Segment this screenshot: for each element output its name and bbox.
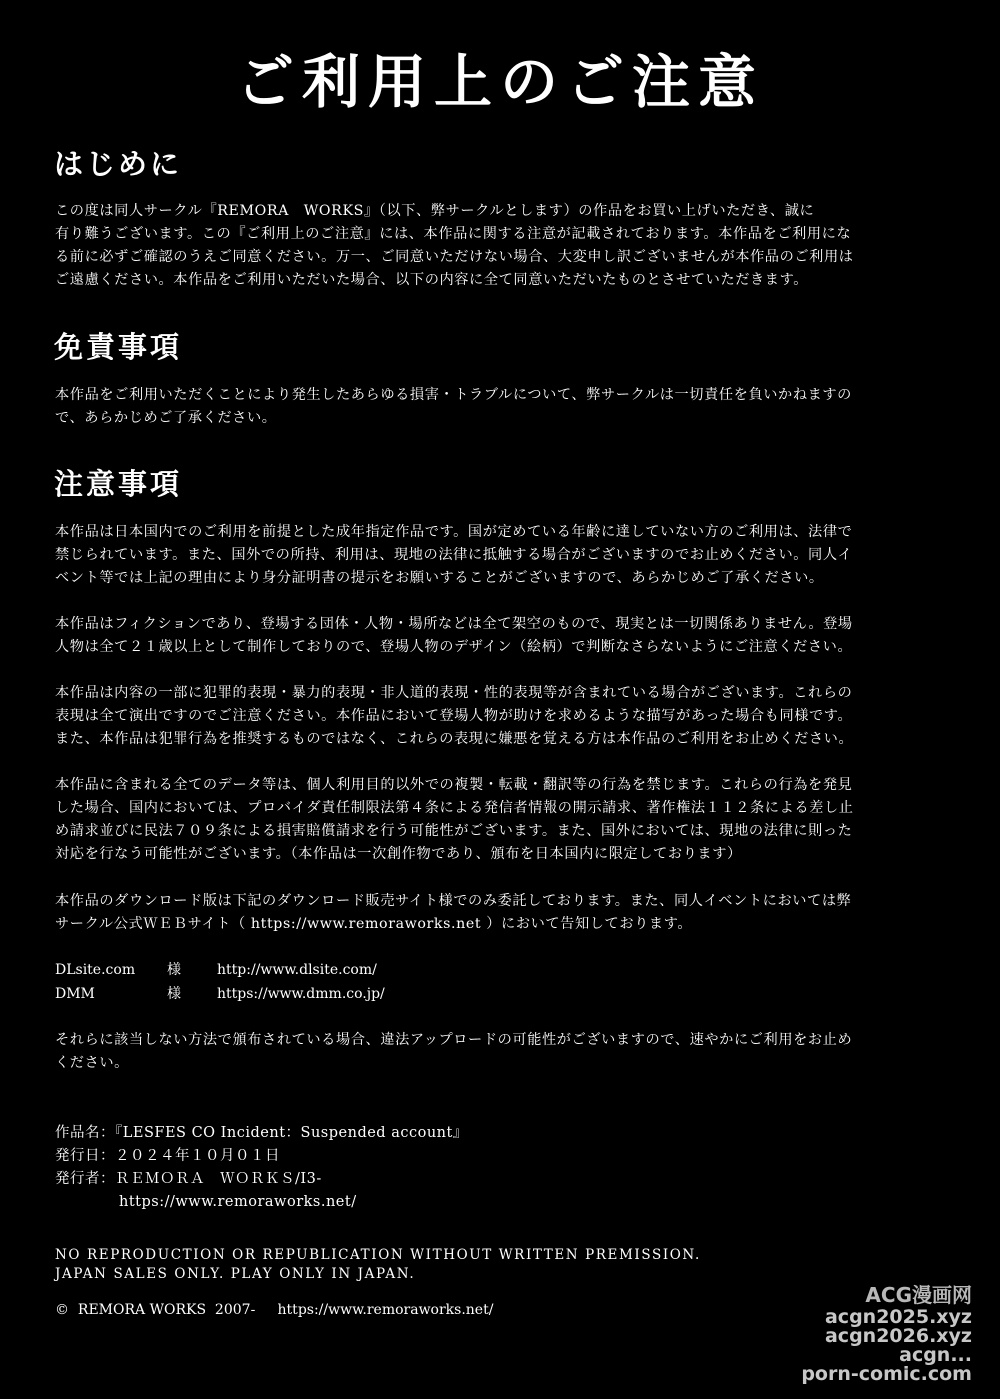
watermark-line: porn-comic.com xyxy=(801,1363,972,1385)
watermark-logo: ACG漫画网 xyxy=(865,1283,972,1307)
text-line: 対応を行なう可能性がございます。（本作品は一次創作物であり、頒布を日本国内に限定しております） xyxy=(55,846,742,862)
notice-line-2: JAPAN SALES ONLY. PLAY ONLY IN JAPAN. xyxy=(55,1266,416,1282)
credit-work-title: 作品名：『LESFES CO Incident：Suspended account』 xyxy=(55,1125,468,1141)
text-line: ください。 xyxy=(55,1055,129,1071)
text-line: 本作品は内容の一部に犯罪的表現・暴力的表現・非人道的表現・性的表現等が含まれている場合がございます。これらの xyxy=(55,685,853,701)
text-line: で、あらかじめご了承ください。 xyxy=(55,410,277,426)
notes-paragraph-3 xyxy=(55,682,947,751)
notes-paragraph-5 xyxy=(55,890,947,936)
disclaimer-heading: 免責事項 xyxy=(54,330,183,364)
text-line: 本作品をご利用いただくことにより発生したあらゆる損害・トラブルについて、弊サークルは一切責任を負いかねますの xyxy=(55,387,852,403)
intro-heading: はじめに xyxy=(54,147,183,181)
store-url[interactable]: http://www.dlsite.com/ xyxy=(217,962,377,978)
text-line: ベント等では上記の理由により身分証明書の提示をお願いすることがございますので、あらかじめご了承ください。 xyxy=(55,570,824,586)
text-line: 本作品のダウンロード版は下記のダウンロード販売サイト様でのみ委託しております。また、同人イベントにおいては弊 xyxy=(55,893,852,909)
text-line: め請求並びに民法７０９条による損害賠償請求を行う可能性がございます。また、国外においては、現地の法律に則った xyxy=(55,823,853,839)
text-line: サークル公式ＷＥＢサイト（ https://www.remoraworks.net ）において告知しております。 xyxy=(55,916,693,932)
text-line: また、本作品は犯罪行為を推奨するものではなく、これらの表現に嫌悪を覚える方は本作品のご利用をお止めください。 xyxy=(55,731,854,747)
text-line: る前に必ずご確認のうえご同意ください。万一、ご同意いただけない場合、大変申し訳ございませんが本作品のご利用は xyxy=(55,249,854,265)
text-line: 本作品はフィクションであり、登場する団体・人物・場所などは全て架空のもので、現実とは一切関係ありません。登場 xyxy=(55,616,853,632)
notes-paragraph-2 xyxy=(55,613,947,659)
text-line: それらに該当しない方法で頒布されている場合、違法アップロードの可能性がございますので、速やかにご利用をお止め xyxy=(55,1032,853,1048)
page-title: ご利用上のご注意 xyxy=(235,48,764,116)
watermark-line: acgn... xyxy=(899,1344,972,1366)
text-line: 表現は全て演出ですのでご注意ください。本作品において登場人物が助けを求めるような描写があった場合も同様です。 xyxy=(55,708,853,724)
copyright: © REMORA WORKS 2007- https://www.remoraworks.net/ xyxy=(55,1302,494,1318)
watermark-line: acgn2026.xyz xyxy=(824,1325,972,1347)
notes-heading: 注意事項 xyxy=(54,467,183,501)
disclaimer-paragraph xyxy=(55,384,947,430)
text-line: 有り難うございます。この『ご利用上のご注意』には、本作品に関する注意が記載されております。本作品をご利用にな xyxy=(55,226,852,242)
credit-publisher-url[interactable]: https://www.remoraworks.net/ xyxy=(119,1194,357,1210)
store-name: DLsite.com xyxy=(55,962,136,978)
watermark xyxy=(801,1283,972,1385)
text-line: 禁じられています。また、国外での所持、利用は、現地の法律に抵触する場合がございますのでお止めください。同人イ xyxy=(55,547,853,563)
store-honorific: 様 xyxy=(167,986,181,1002)
notes-paragraph-6 xyxy=(55,1029,947,1075)
watermark-line: acgn2025.xyz xyxy=(824,1306,972,1328)
store-url[interactable]: https://www.dmm.co.jp/ xyxy=(217,986,385,1002)
credit-publisher: 発行者：ＲＥＭＯＲＡ ＷＯＲＫＳ/I3- xyxy=(55,1171,322,1187)
notes-paragraph-4 xyxy=(55,774,947,866)
text-line: この度は同人サークル『REMORA WORKS』（以下、弊サークルとします）の作品をお買い上げいただき、誠に xyxy=(55,203,815,219)
store-row-dlsite xyxy=(55,959,377,982)
intro-paragraph xyxy=(55,200,947,292)
store-honorific: 様 xyxy=(167,962,181,978)
store-name: DMM xyxy=(55,986,95,1002)
store-row-dmm xyxy=(55,983,385,1006)
text-line: ご遠慮ください。本作品をご利用いただいた場合、以下の内容に全て同意いただいたものとさせていただきます。 xyxy=(55,272,809,288)
text-line: した場合、国内においては、プロバイダ責任制限法第４条による発信者情報の開示請求、著作権法１１２条による差し止 xyxy=(55,800,854,816)
text-line: 人物は全て２１歳以上として制作しておりので、登場人物のデザイン（絵柄）で判断なさらないようにご注意ください。 xyxy=(55,639,853,655)
text-line: 本作品に含まれる全てのデータ等は、個人利用目的以外での複製・転載・翻訳等の行為を禁じます。これらの行為を発見 xyxy=(55,777,853,793)
credit-publish-date: 発行日：２０２４年１０月０１日 xyxy=(55,1148,280,1164)
notes-paragraph-1 xyxy=(55,521,947,590)
notice-line-1: NO REPRODUCTION OR REPUBLICATION WITHOUT WRITTEN PREMISSION. xyxy=(55,1247,701,1263)
text-line: 本作品は日本国内でのご利用を前提とした成年指定作品です。国が定めている年齢に達していない方のご利用は、法律で xyxy=(55,524,853,540)
